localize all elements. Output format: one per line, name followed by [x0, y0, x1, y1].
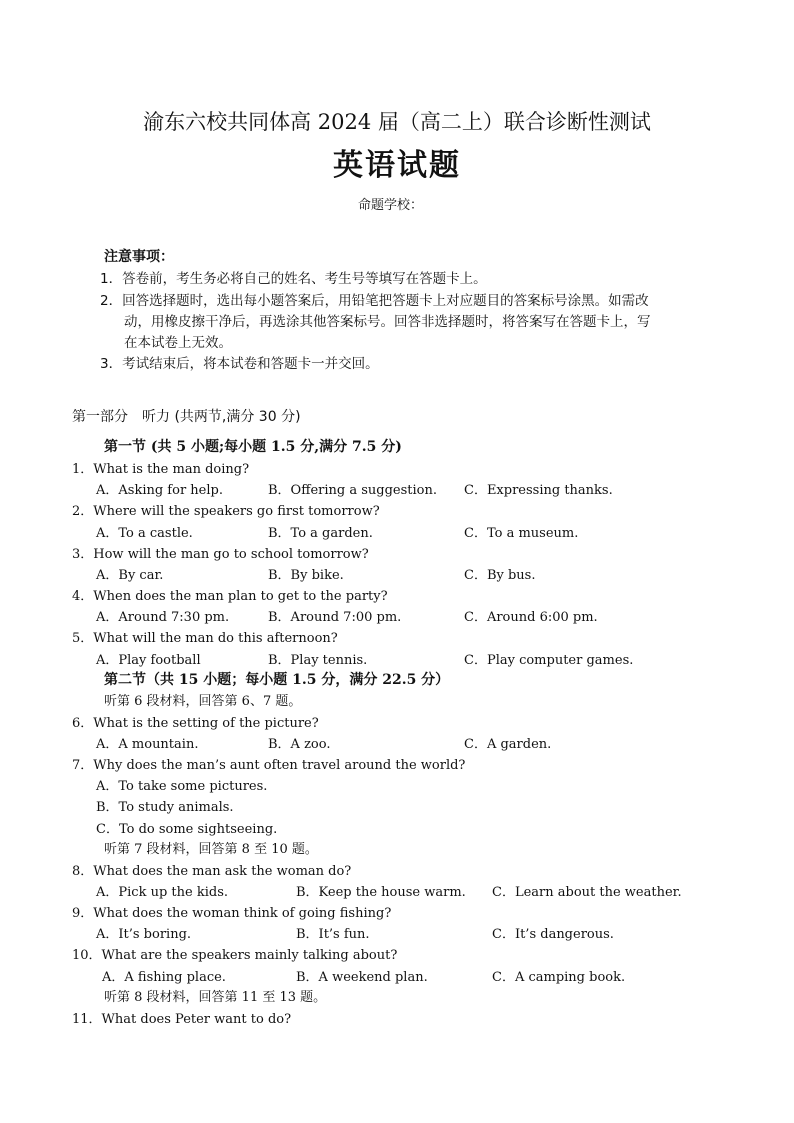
option-b: B．Keep the house warm. — [296, 885, 466, 900]
part-one-title: 第一部分 听力 (共两节,满分 30 分) — [72, 409, 301, 425]
option-c: C．A garden. — [464, 737, 552, 752]
question-stem: 4．When does the man plan to get to the party? — [72, 589, 388, 604]
option-b: B．It’s fun. — [296, 927, 370, 942]
note-3: 3．考试结束后，将本试卷和答题卡一并交回。 — [100, 356, 379, 372]
option-a: A．Asking for help. — [96, 483, 223, 498]
option-c: C．Expressing thanks. — [464, 483, 613, 498]
option-a: A．Around 7:30 pm. — [96, 610, 230, 625]
note-2-line-2: 动，用橡皮擦干净后，再选涂其他答案标号。回答非选择题时，将答案写在答题卡上，写 — [124, 314, 651, 330]
section-one-title: 第一节 (共 5 小题;每小题 1.5 分,满分 7.5 分) — [104, 439, 402, 455]
question-stem: 10．What are the speakers mainly talking about? — [72, 948, 398, 963]
option-b: B．A zoo. — [268, 737, 331, 752]
option-b: B．To a garden. — [268, 526, 373, 541]
option-b: B．Play tennis. — [268, 653, 368, 668]
option-c: C．To do some sightseeing. — [96, 822, 278, 837]
option-a: A．To take some pictures. — [96, 779, 268, 794]
question-stem: 1．What is the man doing? — [72, 462, 250, 477]
note-2-line-1: 2．回答选择题时，选出每小题答案后，用铅笔把答题卡上对应题目的答案标号涂黑。如需改 — [100, 293, 649, 309]
section-two-title: 第二节（共 15 小题；每小题 1.5 分，满分 22.5 分） — [104, 672, 450, 688]
option-c: C．A camping book. — [492, 970, 626, 985]
option-b: B．By bike. — [268, 568, 344, 583]
question-stem: 9．What does the woman think of going fishing? — [72, 906, 392, 921]
question-stem: 8．What does the man ask the woman do? — [72, 864, 352, 879]
option-a: A．Pick up the kids. — [96, 885, 228, 900]
option-c: C．Play computer games. — [464, 653, 634, 668]
option-a: A．A fishing place. — [102, 970, 226, 985]
listening-intro: 听第 7 段材料，回答第 8 至 10 题。 — [104, 842, 318, 857]
option-a: A．By car. — [96, 568, 164, 583]
question-stem: 3．How will the man go to school tomorrow? — [72, 547, 369, 562]
listening-intro: 听第 8 段材料，回答第 11 至 13 题。 — [104, 990, 327, 1005]
option-a: A．Play football — [96, 653, 201, 668]
option-c: C．Around 6:00 pm. — [464, 610, 598, 625]
question-stem: 11．What does Peter want to do? — [72, 1012, 292, 1027]
exam-title: 渝东六校共同体高 2024 届（高二上）联合诊断性测试 — [143, 110, 651, 134]
option-a: A．To a castle. — [96, 526, 193, 541]
question-stem: 7．Why does the man’s aunt often travel around the world? — [72, 758, 466, 773]
option-c: C．By bus. — [464, 568, 536, 583]
note-1: 1．答卷前，考生务必将自己的姓名、考生号等填写在答题卡上。 — [100, 271, 487, 287]
option-c: C．It’s dangerous. — [492, 927, 614, 942]
note-2-line-3: 在本试卷上无效。 — [124, 335, 232, 351]
question-stem: 6．What is the setting of the picture? — [72, 716, 319, 731]
school-label: 命题学校： — [358, 198, 424, 213]
listening-intro: 听第 6 段材料，回答第 6、7 题。 — [104, 694, 302, 709]
option-b: B．Offering a suggestion. — [268, 483, 437, 498]
question-stem: 2．Where will the speakers go first tomorrow? — [72, 504, 380, 519]
subject-title: 英语试题 — [333, 148, 461, 183]
option-b: B．Around 7:00 pm. — [268, 610, 402, 625]
option-b: B．To study animals. — [96, 800, 234, 815]
notes-heading: 注意事项： — [104, 249, 174, 265]
question-stem: 5．What will the man do this afternoon? — [72, 631, 338, 646]
option-c: C．To a museum. — [464, 526, 579, 541]
option-c: C．Learn about the weather. — [492, 885, 682, 900]
option-a: A．A mountain. — [96, 737, 199, 752]
option-a: A．It’s boring. — [96, 927, 192, 942]
option-b: B．A weekend plan. — [296, 970, 428, 985]
